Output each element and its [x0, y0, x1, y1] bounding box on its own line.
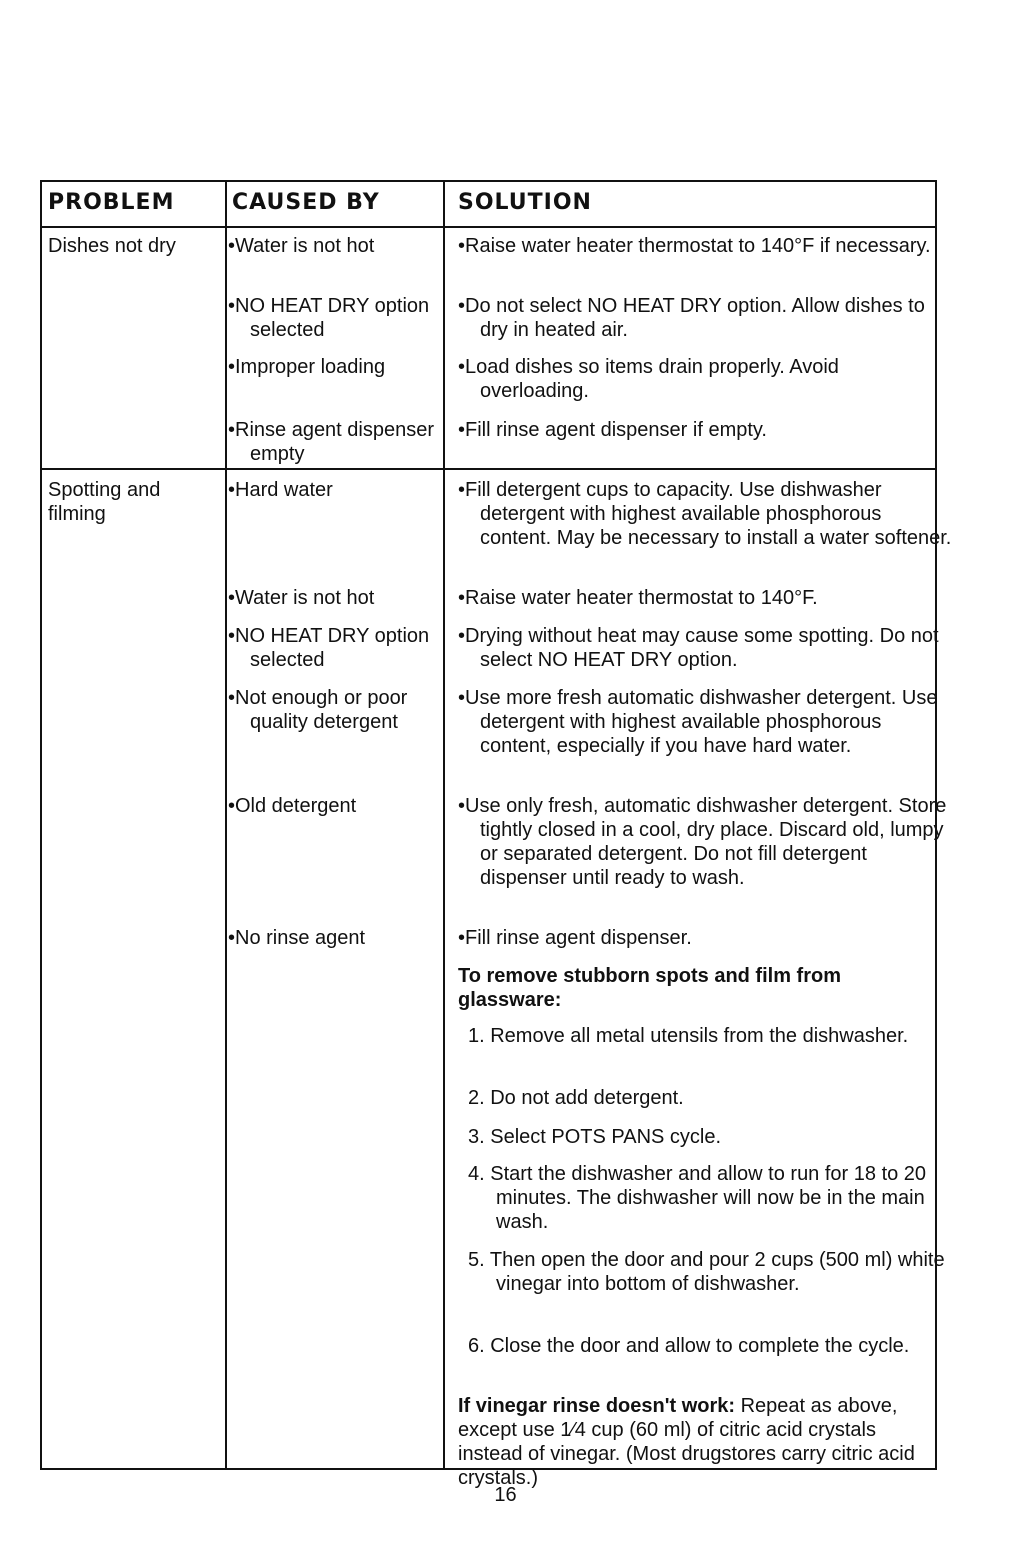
step-item: 5. Then open the door and pour 2 cups (500 ml) white vinegar into bottom of dishwasher. — [468, 1249, 945, 1295]
solution-item: •Raise water heater thermostat to 140°F. — [458, 587, 818, 609]
solution-item: •Use more fresh automatic dishwasher detergent. Use detergent with highest available phosphorous content, especially if you have hard water. — [458, 687, 938, 757]
step-item: 6. Close the door and allow to complete the cycle. — [468, 1335, 910, 1357]
step-item: 2. Do not add detergent. — [468, 1087, 684, 1109]
header-problem: PROBLEM — [48, 190, 175, 215]
vinegar-note-bold: If vinegar rinse doesn't work: — [458, 1395, 736, 1417]
vinegar-note — [458, 1394, 932, 1490]
page-number: 16 — [494, 1484, 517, 1506]
step-item: 4. Start the dishwasher and allow to run for 18 to 20 minutes. The dishwasher will now be in the main wash. — [468, 1163, 927, 1233]
solution-item: •Drying without heat may cause some spotting. Do not select NO HEAT DRY option. — [458, 625, 939, 671]
problem-dishes-not-dry: Dishes not dry — [48, 235, 176, 257]
vinegar-note-text: Repeat as above, except use 1⁄4 cup (60 ml) of citric acid crystals instead of vinegar. (Most drugstores carry citric acid crystals.) — [458, 1395, 915, 1489]
cause-item: •Water is not hot — [228, 235, 375, 257]
troubleshooting-table — [40, 180, 952, 1489]
step-item: 1. Remove all metal utensils from the dishwasher. — [468, 1025, 909, 1047]
solution-item: •Fill rinse agent dispenser if empty. — [458, 419, 767, 441]
column-divider — [225, 182, 227, 1468]
cause-item: •Water is not hot — [228, 587, 375, 609]
solution-item: •Do not select NO HEAT DRY option. Allow dishes to dry in heated air. — [458, 295, 925, 341]
cause-item: •Improper loading — [228, 356, 386, 378]
cause-item: •Hard water — [228, 479, 333, 501]
solution-item: •Fill rinse agent dispenser. — [458, 927, 692, 949]
cause-item: •Rinse agent dispenser empty — [228, 419, 435, 465]
solution-item: •Fill detergent cups to capacity. Use dishwasher detergent with highest available phosphorous content. May be necessary to install a water softener. — [458, 479, 952, 549]
solution-item: •Use only fresh, automatic dishwasher detergent. Store tightly closed in a cool, dry place. Discard old, lumpy or separated detergent. Do not fill detergent dispenser until ready to wash. — [458, 795, 947, 889]
solution-item: •Raise water heater thermostat to 140°F if necessary. — [458, 235, 931, 257]
row-divider — [42, 468, 935, 470]
solution-item: •Load dishes so items drain properly. Avoid overloading. — [458, 356, 839, 402]
cause-item: •Old detergent — [228, 795, 357, 817]
stubborn-spots-heading: To remove stubborn spots and film from glassware: — [458, 965, 841, 1011]
step-item: 3. Select POTS PANS cycle. — [468, 1126, 722, 1148]
cause-item: •NO HEAT DRY option selected — [228, 625, 430, 671]
problem-spotting-filming: Spotting and filming — [48, 479, 161, 525]
cause-item: •NO HEAT DRY option selected — [228, 295, 430, 341]
header-solution: SOLUTION — [458, 190, 592, 215]
header-divider — [42, 226, 935, 228]
header-caused-by: CAUSED BY — [232, 190, 380, 215]
cause-item: •Not enough or poor quality detergent — [228, 687, 408, 733]
cause-item: •No rinse agent — [228, 927, 366, 949]
